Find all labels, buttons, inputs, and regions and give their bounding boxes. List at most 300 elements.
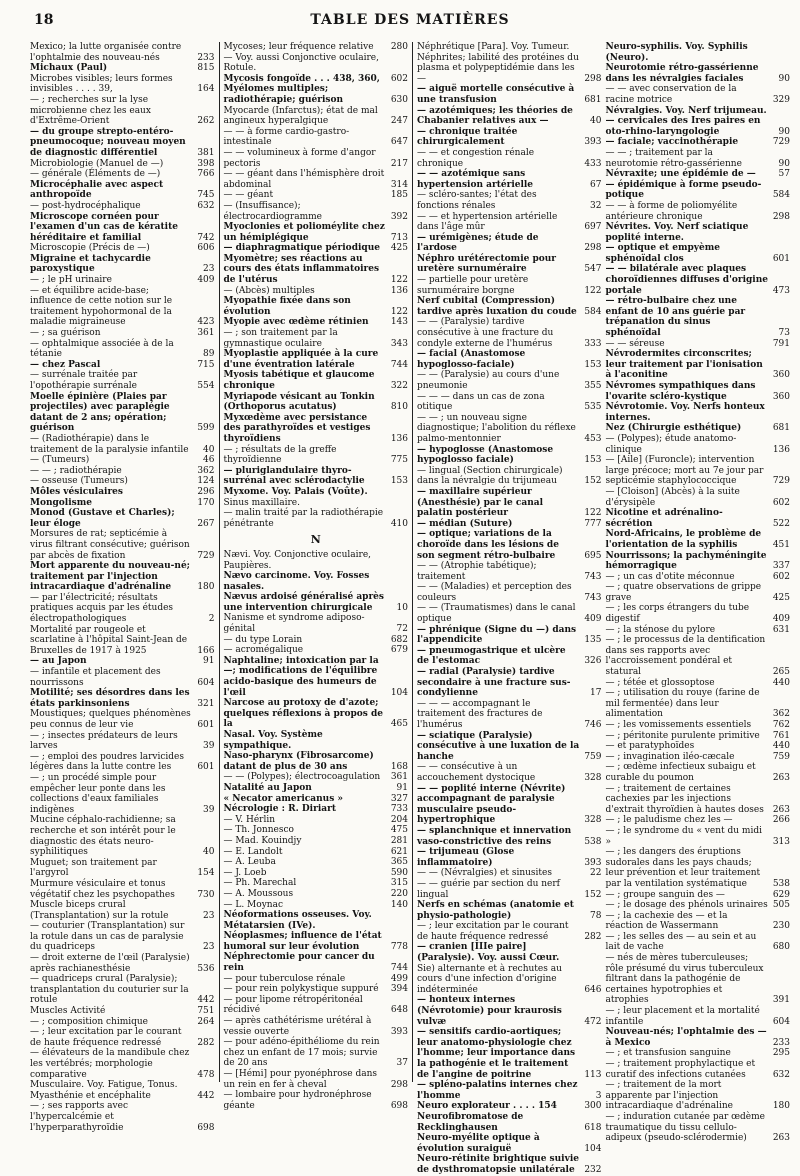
index-entry [224,730,409,751]
entry-page-number: 10 [396,602,408,613]
index-entry [30,1048,215,1080]
entry-page-number: 40 [203,847,215,858]
entry-page-number: 136 [772,444,790,455]
index-entry [417,53,602,85]
index-entry [224,868,409,879]
entry-text: — ; le processus de la dentification dans ses rapports avec l'accroissement pondéral et statural [605,635,766,678]
entry-page-number: 153 [584,455,602,466]
index-entry [417,275,602,296]
index-entry [30,370,215,391]
entry-page-number: 681 [584,94,602,105]
entry-text: — azotémiques; les théories de Chabanier relatives aux — [417,105,573,127]
index-entry [224,910,409,931]
index-entry [606,264,791,296]
entry-text: — (Abcès) multiples [223,285,315,296]
entry-page-number: 410 [390,518,408,529]
entry-page-number: 166 [197,645,215,656]
entry-page-number: 742 [197,232,215,243]
index-entry [606,1027,791,1048]
entry-text: Néoformations osseuses. Voy. Métatarsien (IVe). [223,910,372,931]
index-entry [30,593,215,625]
entry-text: — ; sa guérison [30,328,101,339]
index-entry [224,995,409,1016]
index-entry [224,974,409,985]
entry-text: — — avec conservation de la racine motrice [605,84,737,105]
entry-page-number: 124 [197,476,215,487]
index-entry [606,826,791,847]
entry-text: — — — dans un cas de zona otitique [417,391,545,413]
index-column-1 [30,42,220,1133]
index-entry [606,116,791,137]
entry-text: — sensitifs cardio-aortiques; leur anatomo-physiologie chez l'homme; leur importance dans la pathogénie et le traitement de l'angine de poitrine [417,1027,576,1080]
entry-page-number: 168 [390,761,408,772]
index-entry [417,392,602,413]
entry-page-number: 230 [772,921,790,932]
entry-text: Mucine céphalo-rachidienne; sa recherche et son intérêt pour le diagnostic des états neuro-syphilitiques [30,815,176,858]
entry-page-number: 204 [390,814,408,825]
entry-text: Néphro urétérectomie pour uretère surnuméraire [417,253,557,275]
entry-text: — phrénique (Signe du —) dans l'appendicite [417,624,577,646]
entry-text: Neurofibromatose de Recklinghausen [417,1111,524,1133]
entry-page-number: 281 [390,835,408,846]
index-entry [30,95,215,127]
entry-text: — — (Paralysie) au cours d'une pneumonie [417,370,560,391]
entry-text: — rétro-bulbaire chez une enfant de 10 ans guérie par trépanation du sinus sphénoïdal [605,296,746,339]
entry-text: — pneumogastrique et ulcère de l'estomac [417,645,566,667]
index-entry [30,1027,215,1048]
entry-page-number: 152 [584,889,602,900]
entry-page-number: 153 [584,359,602,370]
entry-page-number: 40 [203,444,215,455]
index-entry [30,879,215,900]
entry-page-number: 584 [772,190,790,201]
index-entry [224,53,409,74]
index-entry [606,63,791,84]
entry-text: — — (Paralysie) tardive consécutive à une fracture du condyle externe de l'humérus [417,317,554,349]
index-entry [30,392,215,434]
index-entry [417,625,602,646]
entry-text: Néphrétique [Para]. Voy. Tumeur. [417,42,570,52]
index-entry [30,752,215,773]
index-entry [30,508,215,529]
entry-page-number: 743 [584,571,602,582]
entry-text: — Voy. aussi Conjonctive oculaire, Rotule. [223,52,379,74]
entry-text: — E. Landolt [223,846,283,857]
entry-page-number: 729 [772,476,790,487]
index-entry [224,857,409,868]
entry-page-number: 143 [390,317,408,328]
index-entry [606,1006,791,1027]
entry-text: — ; induration cutanée par œdème traumatique du tissu cellulo-adipeux (pseudo-sclérodermie) [605,1111,765,1144]
entry-page-number: 267 [197,518,215,529]
entry-text: — — (Névralgies) et sinusites [417,868,552,879]
entry-text: Nicotine et adrénalino-sécrétion [605,508,723,529]
index-entry [606,911,791,932]
entry-text: — ; invagination iléo-cæcale [605,751,735,762]
entry-text: Nævo carcinome. Voy. Fosses nasales. [223,571,370,592]
entry-page-number: 32 [590,200,602,211]
index-entry [606,1112,791,1144]
entry-page-number: 440 [772,677,790,688]
index-entry [30,858,215,879]
entry-page-number: 647 [390,137,408,148]
entry-page-number: 23 [203,910,215,921]
entry-page-number: 337 [772,561,790,572]
page-header [30,8,790,42]
entry-text: — couturier (Transplantation) sur la rotule dans un cas de paralysie du quadriceps [30,921,185,953]
entry-text: — infantile et placement des nourrissons [30,667,161,688]
entry-page-number: 453 [584,433,602,444]
index-entry [606,148,791,169]
entry-text: — [Cloison] (Abcès) à la suite d'érysipèle [605,486,740,508]
entry-text: Musculaire. Voy. Fatigue, Tonus. [30,1080,178,1091]
entry-page-number: 315 [390,878,408,889]
entry-page-number: 648 [390,1005,408,1016]
entry-text: — ; utilisation du rouye (farine de mil fermentée) dans leur alimentation [605,688,760,720]
index-entry [417,466,602,487]
entry-page-number: 90 [778,73,790,84]
index-entry [30,1006,215,1017]
entry-page-number: 599 [197,423,215,434]
entry-text: — — — accompagnant le traitement des fractures de l'humérus [417,698,543,730]
index-entry [224,296,409,317]
entry-page-number: 698 [197,1122,215,1133]
entry-text: Mongolisme [30,497,92,508]
index-entry [30,127,215,159]
index-entry [417,445,602,466]
entry-text: — surrénale traitée par l'opothérapie surrénale [30,370,138,391]
entry-page-number: 122 [390,275,408,286]
index-entry [417,879,602,900]
index-entry [224,106,409,127]
entry-text: — ; son traitement par la gymnastique oculaire [223,328,338,349]
entry-page-number: 89 [203,349,215,360]
entry-text: — épidémique à forme pseudo-potique [605,179,762,201]
entry-page-number: 618 [584,1122,602,1133]
entry-page-number: 440 [772,741,790,752]
entry-page-number: 759 [584,751,602,762]
index-entry [606,932,791,953]
index-entry [417,582,602,603]
index-entry [30,434,215,455]
page-number: 18 [34,12,54,28]
entry-page-number: 629 [772,889,790,900]
index-entry [224,878,409,889]
entry-text: — spléno-palatins internes chez l'homme [417,1080,578,1101]
index-entry [224,571,409,592]
index-entry [606,582,791,603]
entry-text: Néphrectomie pour cancer du rein [223,952,375,974]
entry-text: — ; la cachexie des — et la réaction de Wassermann [605,910,728,932]
entry-text: Myxœdème avec persistance des parathyroïdes et vestiges thyroïdiens [223,412,371,444]
entry-page-number: 451 [772,539,790,550]
entry-page-number: 91 [203,656,215,667]
entry-text: — (Insuffisance); électrocardiogramme [223,200,322,222]
index-entry [224,508,409,529]
index-entry [224,1090,409,1111]
entry-text: — partielle pour uretère surnuméraire borgne [417,275,529,296]
index-column-4 [605,42,791,1144]
entry-text: — pour tuberculose rénale [223,973,346,984]
entry-text: — lombaire pour hydronéphrose géante [223,1090,372,1111]
entry-text: Michaux (Paul) [30,63,108,74]
entry-page-number: 733 [390,804,408,815]
index-entry [606,815,791,826]
entry-text: — ; un cas d'otite méconnue [605,571,735,582]
entry-page-number: 122 [390,306,408,317]
entry-text: Nanisme et syndrome adiposo-génital [223,613,365,635]
entry-text: « Necator americanus » [223,793,344,804]
entry-text: — et paratyphoïdes [605,741,695,752]
entry-text: Narcose au protoxy de d'azote; quelques réflexions à propos de la [223,698,384,730]
index-entry [606,137,791,148]
index-entry [224,635,409,646]
entry-page-number: 606 [197,243,215,254]
entry-text: — ; un procédé simple pour empêcher leur ponte dans les collections d'eaux familiales indigènes [30,772,166,815]
index-entry [606,1080,791,1112]
entry-text: — droit externe de l'œil (Paralysie) après rachianesthésie [30,953,190,974]
index-entry [417,964,602,996]
entry-text: Muguet; son traitement par l'argyrol [30,857,157,879]
entry-page-number: 17 [590,688,602,699]
index-entry [30,360,215,371]
entry-text: — ophtalmique associée à de la tétanie [30,338,174,360]
entry-page-number: 362 [772,709,790,720]
entry-text: — (Tumeurs) [30,455,90,466]
entry-text: — — volumineux à forme d'angor pectoris [223,147,376,169]
index-entry [30,688,215,709]
index-entry [224,254,409,286]
entry-page-number: 762 [772,720,790,730]
entry-page-number: 298 [584,243,602,254]
entry-page-number: 327 [390,793,408,804]
index-entry [30,974,215,1006]
entry-text: — ; composition chimique [30,1016,149,1027]
entry-text: — après cathétérisme urétéral à vessie ouverte [223,1016,372,1037]
entry-text: — [Aile] (Furoncle); intervention large précoce; mort au 7e jour par septicémie staphylococcique [605,455,764,487]
entry-text: — Ph. Marechal [223,878,297,889]
index-entry [606,455,791,487]
entry-page-number: 217 [390,158,408,169]
index-entry [224,1037,409,1069]
entry-text: — — ; un nouveau signe diagnostique; l'abolition du réflexe palmo-mentonnier [417,412,576,444]
index-entry [606,169,791,180]
entry-page-number: 295 [772,1048,790,1059]
entry-page-number: 442 [197,995,215,1006]
entry-text: — ; les selles des — au sein et au lait de vache [605,931,757,953]
index-entry [224,613,409,634]
index-entry [224,190,409,201]
entry-text: Muscle biceps crural (Transplantation) sur la rotule [30,900,169,921]
index-entry [606,434,791,455]
entry-page-number: 472 [584,1016,602,1027]
entry-text: — ; péritonite purulente primitive [605,730,760,741]
entry-page-number: 329 [772,94,790,105]
index-entry [606,222,791,243]
entry-text: — (Polypes); étude anatomo-clinique [605,433,737,455]
entry-text: Mortalité par rougeole et scarlatine à l'hôpital Saint-Jean de Bruxelles de 1917 à 1925 [30,624,188,656]
index-entry [30,275,215,286]
entry-page-number: 744 [390,963,408,974]
index-entry [224,498,409,509]
index-entry [417,603,602,624]
entry-text: — — azotémique sans hypertension artérielle [417,169,534,190]
entry-text: — optique; variations de la choroïde dans les lésions de son segment rétro-bulbaire [417,529,559,561]
entry-text: — quadriceps crural (Paralysie); transplantation du couturier sur la rotule [30,974,189,1006]
entry-text: — ; leur placement et la mortalité infantile [605,1006,760,1027]
entry-text: Muscles Activité [30,1006,106,1017]
entry-text: — A. Moussous [223,888,294,899]
entry-text: — ; résultats de la greffe thyroïdienne [223,444,337,466]
entry-text: — ; insectes prédateurs de leurs larves [30,730,178,752]
entry-text: Morsures de rat; septicémie à virus filtrant consécutive; guérison par abcès de fixation [30,529,190,561]
entry-text: — ; leur excitation par le courant de haute fréquence redressé [30,1027,182,1048]
entry-text: — pluriglandulaire thyro-surrénal avec sclérodactylie [223,465,365,487]
entry-page-number: 775 [390,455,408,466]
entry-text: Névrodermites circonscrites; leur traitement par l'ionisation à l'aconitine [605,349,763,381]
entry-text: — nés de mères tuberculeuses; rôle présumé du virus tuberculeux filtrant dans la pathogénie de certaines hypotrophies et atrophies [605,953,764,1006]
entry-page-number: 475 [390,825,408,836]
entry-page-number: 778 [390,941,408,952]
entry-page-number: 604 [197,677,215,688]
entry-text: Sie) alternante et à rechutes au cours d'une infection d'origine indéterminée [417,963,562,995]
entry-text: — — (Traumatismes) dans le canal optique [417,603,576,625]
entry-text: — — géant [223,190,274,201]
entry-page-number: 266 [772,815,790,826]
entry-text: — cranien [IIIe paire] (Paralysie). Voy. aussi Cœur. [417,942,560,964]
index-entry [417,942,602,963]
entry-text: Microcéphalie avec aspect anthropoïde [30,179,164,201]
entry-page-number: 761 [772,730,790,741]
entry-page-number: 328 [584,815,602,826]
entry-text: Mycosis fongoïde . . . 438, 360, [223,73,380,84]
entry-text: — — et congestion rénale chronique [417,147,535,169]
index-entry [606,731,791,742]
entry-page-number: 220 [390,888,408,899]
index-entry [30,1091,215,1102]
entry-page-number: 746 [584,720,602,730]
entry-text: Môles vésiculaires [30,486,123,497]
entry-page-number: 90 [778,158,790,169]
index-entry [30,498,215,509]
entry-page-number: 2 [208,614,215,625]
index-entry [30,180,215,201]
index-entry [606,349,791,381]
entry-text: — ; emploi des poudres larvicides légères dans la lutte contre les [30,751,184,773]
index-entry [417,1112,602,1133]
entry-text: Néoplasmes; influence de l'état humoral sur leur évolution [223,931,382,952]
entry-page-number: 73 [778,328,790,339]
index-entry [606,720,791,731]
index-entry [224,370,409,391]
entry-page-number: 698 [390,1100,408,1111]
entry-text: Natalité au Japon [223,782,312,793]
entry-text: — — (Polypes); électrocoagulation [223,772,381,783]
entry-text: Murmure vésiculaire et tonus végétatif chez les psychopathes [30,878,175,900]
index-entry [30,328,215,339]
entry-page-number: 247 [390,116,408,127]
index-entry [224,413,409,445]
entry-text: Microscope cornéen pour l'examen d'un cas de kératite héréditaire et familial [30,211,178,243]
index-entry [224,889,409,900]
index-entry [224,804,409,815]
entry-page-number: 22 [590,868,602,879]
entry-text: Myoplastie appliquée à la cure d'une éventration latérale [223,349,379,370]
entry-page-number: 536 [197,963,215,974]
entry-page-number: 153 [390,476,408,487]
index-entry [224,592,409,613]
entry-text: Nourrissons; la pachyméningite hémorragique [605,550,767,572]
entry-page-number: 298 [772,211,790,222]
index-entry [606,635,791,677]
entry-page-number: 104 [390,687,408,698]
index-entry [417,561,602,582]
entry-text: — — et hypertension artérielle dans l'âge mûr [417,211,558,233]
index-entry [417,487,602,519]
entry-text: — V. Hérlin [223,814,276,825]
index-entry [224,550,409,571]
entry-page-number: 67 [590,179,602,190]
index-entry [606,487,791,508]
index-entry [417,349,602,370]
entry-page-number: 535 [584,402,602,413]
index-entry [224,487,409,498]
entry-text: — du groupe strepto-entéro-pneumocoque; nouveau moyen de diagnostic différentiel [30,126,186,158]
index-entry [224,931,409,952]
entry-page-number: 91 [396,782,408,793]
index-entry [606,688,791,720]
entry-text: Nord-Africains, le problème de l'orientation de la syphilis [605,529,762,550]
index-entry [417,317,602,349]
entry-text: — pour adéno-épithéliome du rein chez un enfant de 17 mois; survie de 20 ans [223,1037,380,1069]
entry-page-number: 122 [584,285,602,296]
index-entry [606,847,791,889]
entry-text: Myxome. Voy. Palais (Voûte). [223,486,368,497]
index-entry [417,1101,602,1112]
entry-page-number: 360 [772,370,790,381]
index-entry [417,699,602,731]
entry-page-number: 632 [772,1069,790,1080]
entry-text: Motilité; ses désordres dans les états parkinsoniens [30,688,190,709]
entry-page-number: 744 [390,359,408,370]
index-entry [224,645,409,656]
entry-page-number: 321 [197,698,215,709]
index-entry [224,222,409,243]
entry-page-number: 135 [584,635,602,646]
entry-text: — — consécutive à un accouchement dystocique [417,762,536,783]
entry-text: — radial (Paralysie) tardive secondaire à une fracture sus-condylienne [417,667,571,699]
entry-page-number: 263 [772,804,790,815]
entry-text: — ; les corps étrangers du tube digestif [605,603,750,625]
index-entry [417,413,602,445]
entry-text: — A. Leuba [223,857,276,868]
entry-text: — — à forme cardio-gastro-intestinale [223,126,350,148]
entry-text: — — bilatérale avec plaques choroïdiennes diffuses d'origine portale [605,264,768,296]
entry-page-number: 554 [197,381,215,391]
index-entry [606,243,791,264]
entry-text: — facial (Anastomose hypoglosso-faciale) [417,349,526,370]
entry-text: Nasal. Voy. Système sympathique. [223,730,323,751]
index-entry [417,868,602,879]
entry-text: — splanchnique et innervation vaso-constrictive des reins [417,825,572,847]
entry-page-number: 322 [390,381,408,391]
entry-text: Myopathie fixée dans son évolution [223,296,351,317]
index-entry [30,667,215,688]
entry-page-number: 57 [778,169,790,180]
index-entry [30,74,215,95]
index-entry [30,656,215,667]
entry-text: Moustiques; quelques phénomènes peu connus de leur vie [30,709,191,730]
